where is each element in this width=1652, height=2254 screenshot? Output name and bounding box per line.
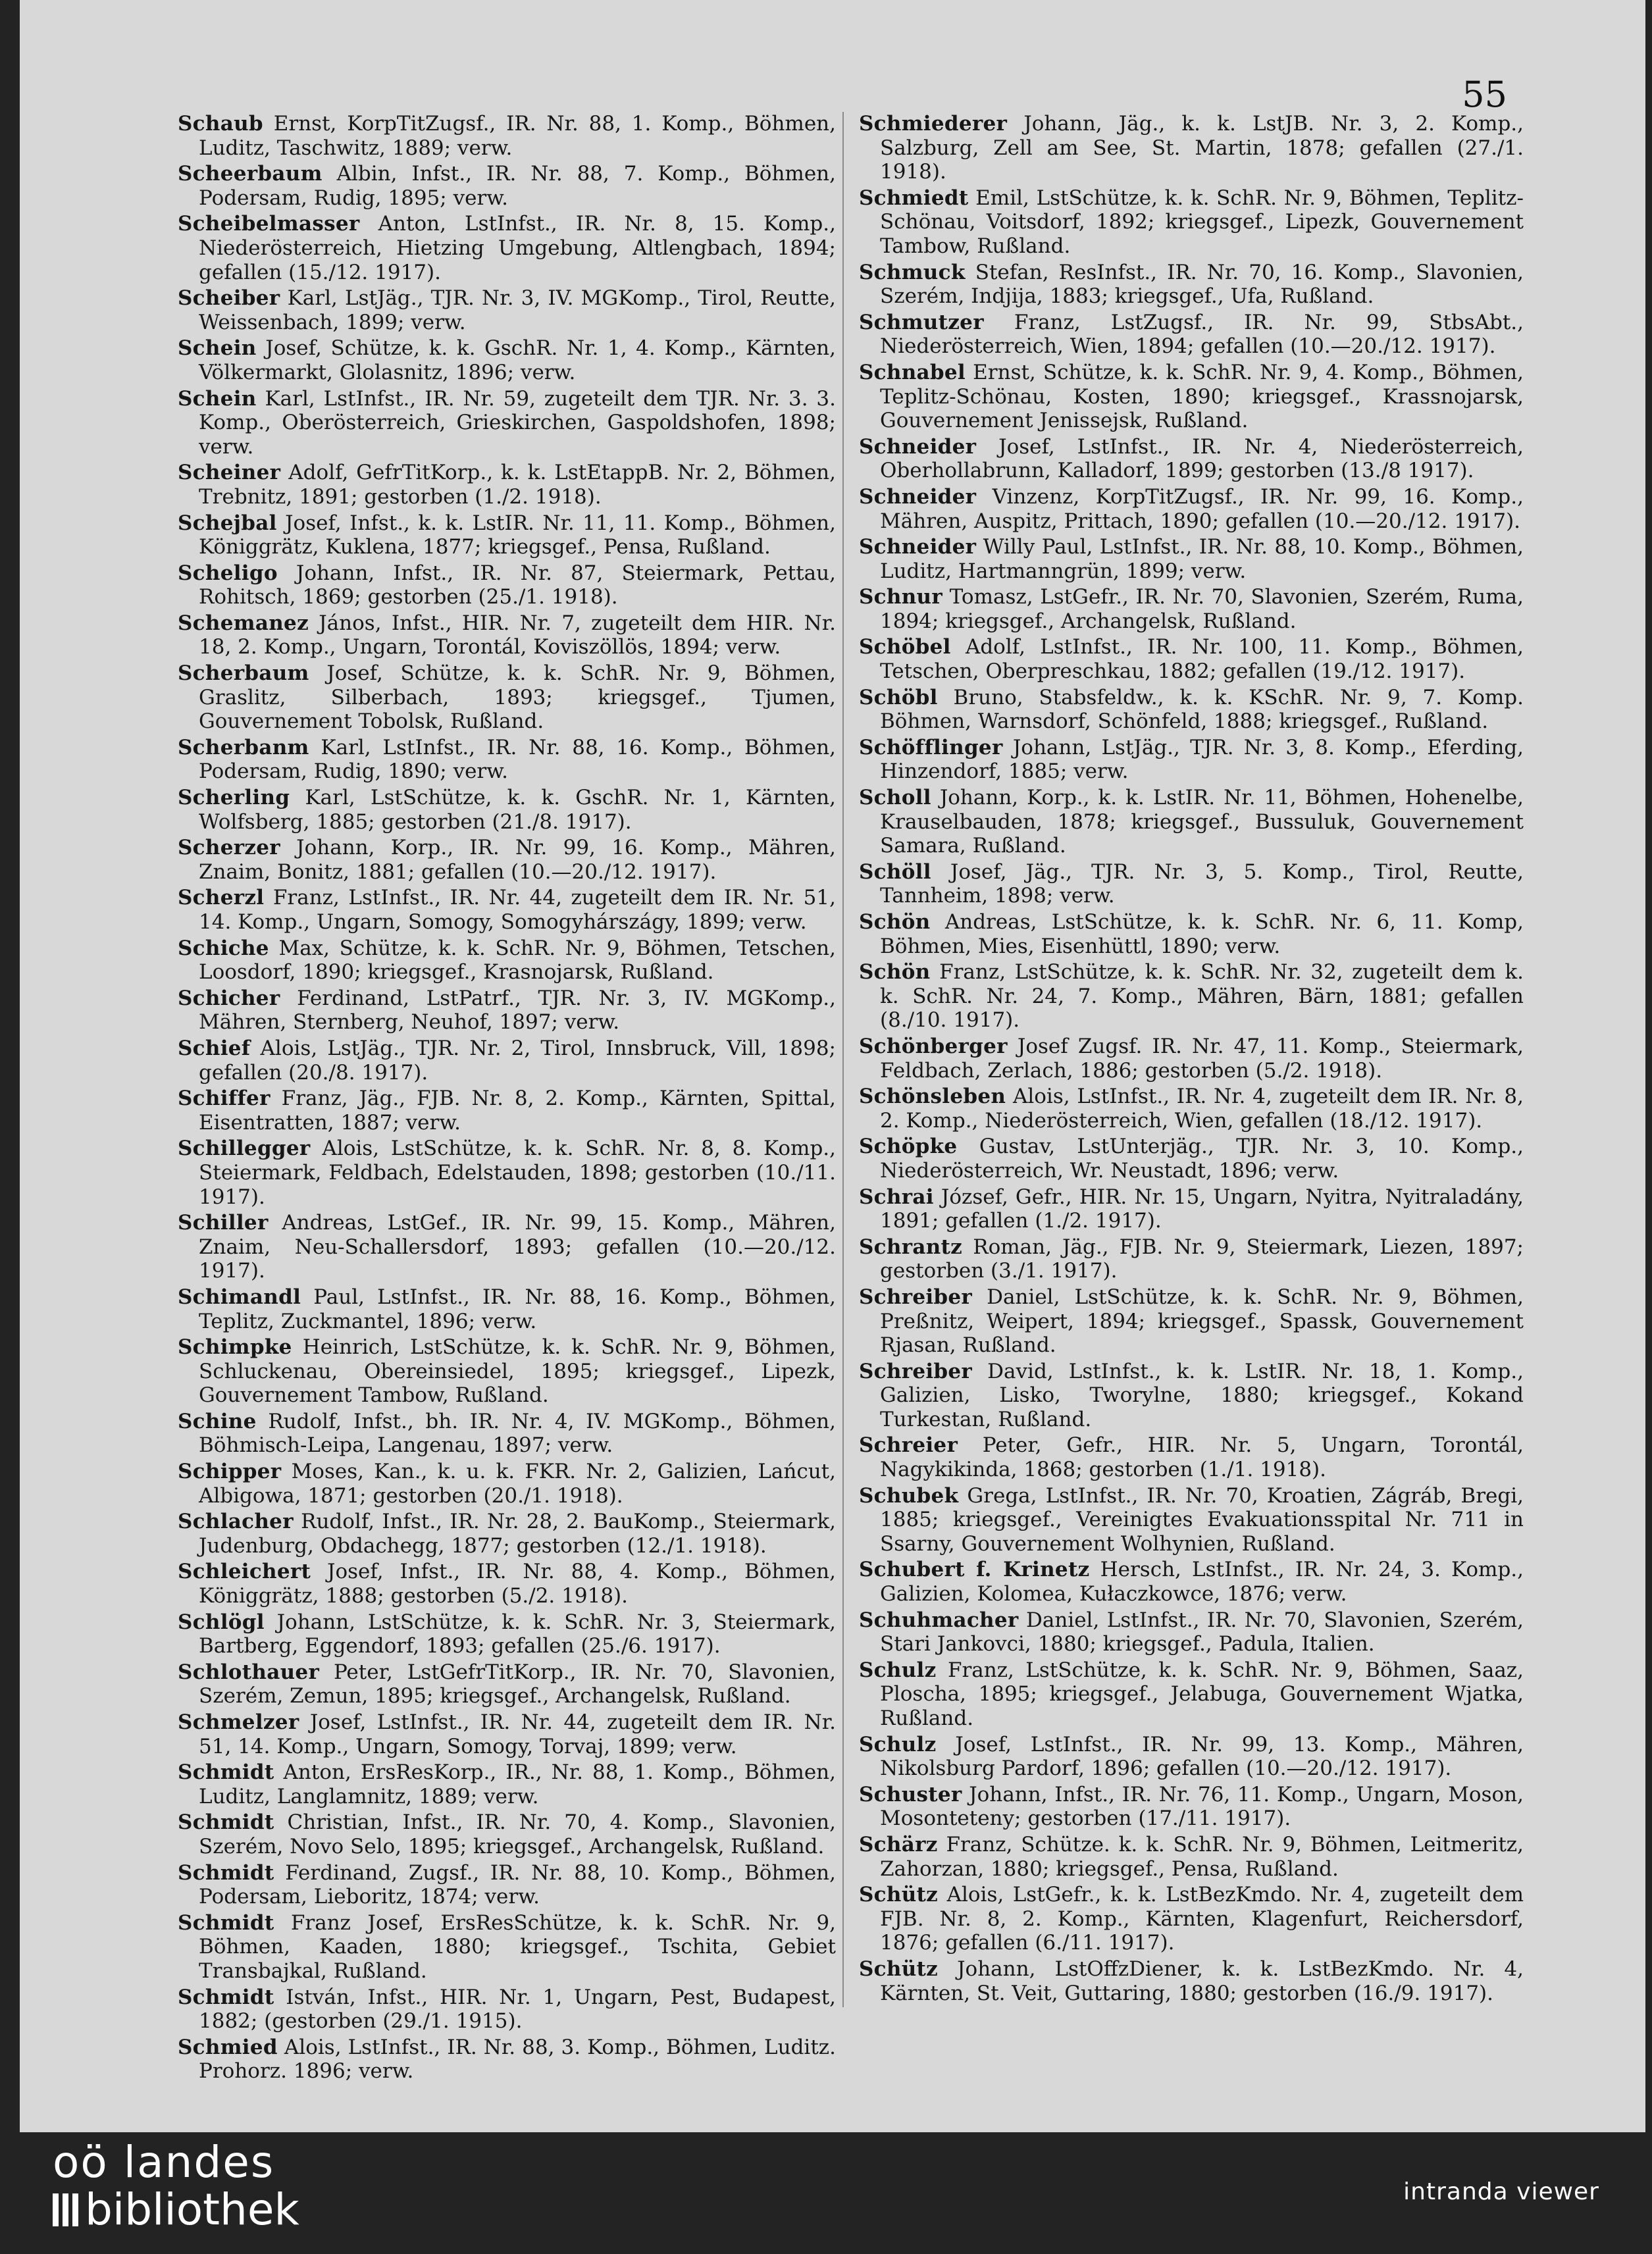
entry-details: Hersch, LstInfst., IR. Nr. 24, 3. Komp., Galizien, Kolomea, Kułaczkowce, 1876; verw.: [880, 1558, 1524, 1606]
entry-surname: Scholl: [859, 786, 931, 810]
entry-details: Adolf, GefrTitKorp., k. k. LstEtappB. Nr. 2, Böhmen, Trebnitz, 1891; gestorben (1./2. 1918).: [199, 461, 836, 509]
entry-details: Alois, LstGefr., k. k. LstBezKmdo. Nr. 4, zugeteilt dem FJB. Nr. 8, 2. Komp., Kärnten, Klagenfurt, Reichersdorf, 1876; gefallen (6./11. 1917).: [880, 1883, 1524, 1955]
register-entry: [859, 186, 1524, 259]
entry-surname: Schöpke: [859, 1135, 958, 1159]
entry-surname: Schütz: [859, 1957, 939, 1981]
entry-details: Bruno, Stabsfeldw., k. k. KSchR. Nr. 9, 7. Komp. Böhmen, Warnsdorf, Schönfeld, 1888; kriegsgef., Rußland.: [880, 685, 1524, 734]
entry-details: Peter, Gefr., HIR. Nr. 5, Ungarn, Torontál, Nagykikinda, 1868; gestorben (1./1. 1918).: [880, 1433, 1524, 1482]
register-entry: [178, 1610, 836, 1658]
register-entry: [178, 1710, 836, 1758]
register-entry: [859, 585, 1524, 633]
entry-details: Josef, Jäg., TJR. Nr. 3, 5. Komp., Tirol, Reutte, Tannheim, 1898; verw.: [880, 859, 1524, 908]
entry-details: József, Gefr., HIR. Nr. 15, Ungarn, Nyitra, Nyitraladány, 1891; gefallen (1./2. 1917).: [880, 1185, 1524, 1233]
register-entry: [178, 1560, 836, 1608]
register-entry: [178, 1137, 836, 1209]
register-entry: [859, 635, 1524, 683]
register-entry: [859, 1360, 1524, 1432]
entry-surname: Schöfflinger: [859, 735, 1003, 759]
entry-details: Josef, LstInfst., IR. Nr. 4, Niederösterreich, Oberhollabrunn, Kalladorf, 1899; gestorben (13./8 1917).: [880, 434, 1524, 483]
entry-surname: Schleichert: [178, 1560, 311, 1584]
entry-details: Gustav, LstUnterjäg., TJR. Nr. 3, 10. Komp., Niederösterreich, Wr. Neustadt, 1896; verw.: [880, 1135, 1524, 1183]
entry-surname: Schönberger: [859, 1034, 1008, 1058]
entry-surname: Schiche: [178, 936, 269, 960]
entry-surname: Schief: [178, 1036, 251, 1060]
register-entry: [859, 1957, 1524, 2005]
entry-surname: Scheibelmasser: [178, 212, 360, 236]
register-entry: [859, 1783, 1524, 1831]
register-entry: [178, 2036, 836, 2084]
entry-surname: Schönsleben: [859, 1085, 1006, 1109]
register-entry: [859, 1484, 1524, 1556]
entry-details: Franz, LstZugsf., IR. Nr. 99, StbsAbt., Niederösterreich, Wien, 1894; gefallen (10.—20./12. 1917).: [880, 310, 1524, 359]
entry-details: Josef, LstInfst., IR. Nr. 99, 13. Komp., Mähren, Nikolsburg Pardorf, 1896; gefallen (10.—20./12. 1917).: [880, 1732, 1524, 1781]
entry-details: Alois, LstInfst., IR. Nr. 4, zugeteilt dem IR. Nr. 8, 2. Komp., Niederösterreich, Wien, gefallen (18./12. 1917).: [880, 1085, 1524, 1133]
register-entry: [859, 1883, 1524, 1955]
entry-details: Ferdinand, LstPatrf., TJR. Nr. 3, IV. MGKomp., Mähren, Sternberg, Neuhof, 1897; verw.: [199, 986, 836, 1035]
entry-details: David, LstInfst., k. k. LstIR. Nr. 18, 1. Komp., Galizien, Lisko, Tworylne, 1880; kriegsgef., Kokand Turkestan, Rußland.: [880, 1359, 1524, 1431]
entry-details: Josef Zugsf. IR. Nr. 47, 11. Komp., Steiermark, Feldbach, Zerlach, 1886; gestorben (5./2. 1918).: [880, 1034, 1524, 1083]
logo-line1: oö landes: [53, 2137, 275, 2188]
entry-details: Andreas, LstSchütze, k. k. SchR. Nr. 6, 11. Komp, Böhmen, Mies, Eisenhüttl, 1890; verw.: [880, 910, 1524, 958]
entry-details: Josef, Infst., IR. Nr. 88, 4. Komp., Böhmen, Königgrätz, 1888; gestorben (5./2. 1918).: [199, 1560, 836, 1608]
register-entry: [859, 1833, 1524, 1881]
entry-surname: Schillegger: [178, 1137, 311, 1161]
entry-details: Alois, LstJäg., TJR. Nr. 2, Tirol, Innsbruck, Vill, 1898; gefallen (20./8. 1917).: [199, 1036, 836, 1085]
entry-details: Franz, Jäg., FJB. Nr. 8, 2. Komp., Kärnten, Spittal, Eisentratten, 1887; verw.: [199, 1087, 836, 1135]
entry-surname: Schuster: [859, 1782, 962, 1806]
entry-surname: Schöll: [859, 859, 931, 884]
entry-surname: Schmelzer: [178, 1710, 299, 1734]
entry-surname: Schmidt: [178, 1910, 274, 1935]
entry-surname: Schärz: [859, 1832, 938, 1857]
entry-details: Johann, Korp., k. k. LstIR. Nr. 11, Böhmen, Hohenelbe, Krauselbauden, 1878; kriegsgef., Bussuluk, Gouvernement Samara, Rußland.: [880, 786, 1524, 858]
register-entry: [859, 686, 1524, 734]
entry-surname: Scherzer: [178, 836, 280, 860]
entry-details: Willy Paul, LstInfst., IR. Nr. 88, 10. Komp., Böhmen, Luditz, Hartmanngrün, 1899; verw.: [880, 535, 1524, 583]
register-entry: [859, 736, 1524, 784]
register-entry: [178, 1410, 836, 1458]
viewer-label: intranda viewer: [1403, 2178, 1599, 2205]
entry-surname: Scherling: [178, 786, 290, 810]
entry-surname: Schmidt: [178, 1860, 274, 1885]
entry-surname: Scheerbaum: [178, 162, 323, 186]
entry-surname: Schmidt: [178, 1810, 274, 1835]
entry-surname: Schrai: [859, 1185, 934, 1209]
entry-surname: Schütz: [859, 1883, 939, 1907]
entry-surname: Schiller: [178, 1211, 269, 1235]
register-entry: [859, 1433, 1524, 1481]
register-entry: [859, 960, 1524, 1033]
register-entry: [859, 860, 1524, 908]
register-entry: [178, 1985, 836, 2034]
register-entry: [178, 561, 836, 609]
entry-details: Vinzenz, KorpTitZugsf., IR. Nr. 99, 16. Komp., Mähren, Auspitz, Prittach, 1890; gefallen (10.—20./12. 1917).: [880, 484, 1524, 533]
entry-surname: Schlacher: [178, 1510, 294, 1534]
register-entry: [178, 786, 836, 834]
register-entry: [178, 212, 836, 284]
entry-details: Johann, Jäg., k. k. LstJB. Nr. 3, 2. Komp., Salzburg, Zell am See, St. Martin, 1878; gefallen (27./1. 1918).: [880, 112, 1524, 184]
entry-details: Heinrich, LstSchütze, k. k. SchR. Nr. 9, Böhmen, Schluckenau, Obereinsiedel, 1895; kriegsgef., Lipezk, Gouvernement Tambow, Rußland.: [199, 1335, 836, 1408]
register-entry: [859, 1085, 1524, 1133]
entry-details: Daniel, LstSchütze, k. k. SchR. Nr. 9, Böhmen, Preßnitz, Weipert, 1894; kriegsgef., Spassk, Gouvernement Rjasan, Rußland.: [880, 1285, 1524, 1358]
document-page: [20, 0, 1645, 2132]
entry-details: Alois, LstInfst., IR. Nr. 88, 3. Komp., Böhmen, Luditz. Prohorz. 1896; verw.: [199, 2035, 836, 2084]
entry-surname: Scherbanm: [178, 735, 309, 759]
entry-surname: Schmidt: [178, 1985, 274, 2009]
register-entry: [178, 336, 836, 384]
entry-details: Emil, LstSchütze, k. k. SchR. Nr. 9, Böhmen, Teplitz-Schönau, Voitsdorf, 1892; kriegsgef., Lipezk, Gouvernement Tambow, Rußland.: [880, 186, 1524, 258]
entry-details: Franz, LstSchütze, k. k. SchR. Nr. 32, zugeteilt dem k. k. SchR. Nr. 24, 7. Komp., Mähren, Bärn, 1881; gefallen (8./10. 1917).: [880, 960, 1524, 1033]
register-entry: [178, 836, 836, 884]
register-entry: [178, 986, 836, 1035]
entry-surname: Schneider: [859, 535, 977, 559]
entry-surname: Schemanez: [178, 611, 309, 635]
entry-details: Alois, LstSchütze, k. k. SchR. Nr. 8, 8. Komp., Steiermark, Feldbach, Edelstauden, 1898; gestorben (10./11. 1917).: [199, 1137, 836, 1209]
register-entry: [178, 611, 836, 659]
register-entry: [178, 1911, 836, 1984]
register-entry: [178, 886, 836, 934]
entry-details: Karl, LstSchütze, k. k. GschR. Nr. 1, Kärnten, Wolfsberg, 1885; gestorben (21./8. 1917).: [199, 786, 836, 834]
page-number: 55: [1462, 74, 1507, 115]
entry-details: Karl, LstInfst., IR. Nr. 59, zugeteilt dem TJR. Nr. 3. 3. Komp., Oberösterreich, Grieskirchen, Gaspoldshofen, 1898; verw.: [199, 386, 836, 459]
entry-surname: Schön: [859, 910, 931, 934]
entry-details: Johann, LstSchütze, k. k. SchR. Nr. 3, Steiermark, Bartberg, Eggendorf, 1893; gefallen (25./6. 1917).: [199, 1610, 836, 1658]
entry-details: Stefan, ResInfst., IR. Nr. 70, 16. Komp., Slavonien, Szerém, Indjija, 1883; kriegsgef., Ufa, Rußland.: [880, 260, 1524, 309]
entry-surname: Schreier: [859, 1433, 958, 1458]
entry-details: Franz, LstSchütze, k. k. SchR. Nr. 9, Böhmen, Saaz, Ploscha, 1895; kriegsgef., Jelabuga, Gouvernement Wjatka, Rußland.: [880, 1658, 1524, 1730]
entry-details: Grega, LstInfst., IR. Nr. 70, Kroatien, Zágráb, Bregi, 1885; kriegsgef., Vereinigtes Evakuationsspital Nr. 711 in Ssarny, Gouvernement Wolhynien, Rußland.: [880, 1483, 1524, 1556]
entry-details: Andreas, LstGef., IR. Nr. 99, 15. Komp., Mähren, Znaim, Neu-Schallersdorf, 1893; gefallen (10.—20./12. 1917).: [199, 1211, 836, 1283]
right-column: [859, 112, 1524, 2007]
entry-surname: Schlögl: [178, 1610, 265, 1634]
entry-details: Josef, Schütze, k. k. GschR. Nr. 1, 4. Komp., Kärnten, Völkermarkt, Glolasnitz, 1896; verw.: [199, 336, 836, 384]
register-entry: [859, 1733, 1524, 1781]
entry-surname: Schmied: [178, 2035, 278, 2059]
entry-details: Anton, LstInfst., IR. Nr. 8, 15. Komp., Niederösterreich, Hietzing Umgebung, Altlengbach, 1894; gefallen (15./12. 1917).: [199, 212, 836, 284]
entry-surname: Schulz: [859, 1732, 937, 1756]
entry-surname: Schmiedt: [859, 186, 969, 210]
entry-details: István, Infst., HIR. Nr. 1, Ungarn, Pest, Budapest, 1882; (gestorben (29./1. 1915).: [199, 1985, 836, 2034]
register-entry: [859, 910, 1524, 958]
entry-surname: Scheiner: [178, 461, 281, 485]
entry-surname: Schlothauer: [178, 1660, 320, 1684]
register-entry: [178, 1861, 836, 1909]
entry-surname: Schipper: [178, 1460, 282, 1484]
entry-surname: Schöbel: [859, 635, 951, 659]
entry-details: Josef, Infst., k. k. LstIR. Nr. 11, 11. Komp., Böhmen, Königgrätz, Kuklena, 1877; kriegsgef., Pensa, Rußland.: [199, 511, 836, 559]
logo-line2-row: [53, 2186, 299, 2234]
library-logo[interactable]: [53, 2139, 299, 2234]
entry-surname: Schimpke: [178, 1335, 292, 1360]
register-entry: [178, 162, 836, 210]
register-entry: [859, 535, 1524, 583]
register-entry: [859, 1608, 1524, 1656]
register-entry: [859, 1558, 1524, 1606]
left-column: [178, 112, 836, 2086]
entry-details: Peter, LstGefrTitKorp., IR. Nr. 70, Slavonien, Szerém, Zemun, 1895; kriegsgef., Archangelsk, Rußland.: [199, 1660, 836, 1708]
register-entry: [178, 1760, 836, 1808]
entry-surname: Schön: [859, 960, 931, 985]
register-entry: [178, 1510, 836, 1558]
register-entry: [859, 485, 1524, 533]
entry-surname: Schimandl: [178, 1285, 301, 1309]
entry-details: Paul, LstInfst., IR. Nr. 88, 16. Komp., Böhmen, Teplitz, Zuckmantel, 1896; verw.: [199, 1285, 836, 1333]
entry-details: Johann, Infst., IR. Nr. 76, 11. Komp., Ungarn, Moson, Mosonteteny; gestorben (17./11. 1917).: [880, 1782, 1524, 1831]
entry-surname: Scherzl: [178, 886, 265, 910]
entry-surname: Schnur: [859, 585, 943, 609]
entry-details: Franz Josef, ErsResSchütze, k. k. SchR. Nr. 9, Böhmen, Kaaden, 1880; kriegsgef., Tschita, Gebiet Transbajkal, Rußland.: [199, 1910, 836, 1983]
entry-details: Adolf, LstInfst., IR. Nr. 100, 11. Komp., Böhmen, Tetschen, Oberpreschkau, 1882; gefallen (19./12. 1917).: [880, 635, 1524, 684]
entry-surname: Schein: [178, 336, 257, 361]
entry-surname: Schnabel: [859, 360, 966, 384]
entry-details: Karl, LstInfst., IR. Nr. 88, 16. Komp., Böhmen, Podersam, Rudig, 1890; verw.: [199, 735, 836, 784]
entry-surname: Schaub: [178, 112, 263, 136]
register-entry: [178, 511, 836, 559]
entry-surname: Schöbl: [859, 685, 938, 709]
register-entry: [178, 387, 836, 459]
register-entry: [859, 361, 1524, 433]
register-entry: [859, 1285, 1524, 1358]
entry-details: Anton, ErsResKorp., IR., Nr. 88, 1. Komp., Böhmen, Luditz, Langlamnitz, 1889; verw.: [199, 1760, 836, 1808]
register-entry: [178, 1460, 836, 1508]
entry-details: Ernst, Schütze, k. k. SchR. Nr. 9, 4. Komp., Böhmen, Teplitz-Schönau, Kosten, 1890; kriegsgef., Krassnojarsk, Gouvernement Jenissejsk, Rußland.: [880, 360, 1524, 433]
register-entry: [178, 1335, 836, 1408]
entry-details: Christian, Infst., IR. Nr. 70, 4. Komp., Slavonien, Szerém, Novo Selo, 1895; kriegsgef., Archangelsk, Rußland.: [199, 1810, 836, 1858]
entry-surname: Scheligo: [178, 561, 278, 585]
entry-details: Max, Schütze, k. k. SchR. Nr. 9, Böhmen, Tetschen, Loosdorf, 1890; kriegsgef., Krasnojarsk, Rußland.: [199, 936, 836, 985]
entry-details: Daniel, LstInfst., IR. Nr. 70, Slavonien, Szerém, Stari Jankovci, 1880; kriegsgef., Padula, Italien.: [880, 1608, 1524, 1656]
register-entry: [859, 261, 1524, 309]
register-entry: [859, 112, 1524, 184]
entry-details: János, Infst., HIR. Nr. 7, zugeteilt dem HIR. Nr. 18, 2. Komp., Ungarn, Torontál, Koviszöllös, 1894; verw.: [199, 611, 836, 659]
entry-surname: Schiffer: [178, 1087, 271, 1111]
entry-details: Rudolf, Infst., bh. IR. Nr. 4, IV. MGKomp., Böhmen, Böhmisch-Leipa, Langenau, 1897; verw.: [199, 1409, 836, 1458]
entry-surname: Schreiber: [859, 1285, 973, 1309]
register-entry: [859, 435, 1524, 483]
entry-details: Franz, LstInfst., IR. Nr. 44, zugeteilt dem IR. Nr. 51, 14. Komp., Ungarn, Somogy, Somogyhárszágy, 1899; verw.: [199, 886, 836, 934]
entry-surname: Schreiber: [859, 1359, 973, 1383]
entry-details: Franz, Schütze. k. k. SchR. Nr. 9, Böhmen, Leitmeritz, Zahorzan, 1880; kriegsgef., Pensa, Rußland.: [880, 1832, 1524, 1881]
entry-details: Johann, Korp., IR. Nr. 99, 16. Komp., Mähren, Znaim, Bonitz, 1881; gefallen (10.—20./12. 1917).: [199, 836, 836, 884]
entry-details: Rudolf, Infst., IR. Nr. 28, 2. BauKomp., Steiermark, Judenburg, Obdachegg, 1877; gestorben (12./1. 1918).: [199, 1510, 836, 1558]
entry-details: Josef, LstInfst., IR. Nr. 44, zugeteilt dem IR. Nr. 51, 14. Komp., Ungarn, Somogy, Torvaj, 1899; verw.: [199, 1710, 836, 1758]
entry-surname: Schulz: [859, 1658, 937, 1682]
register-entry: [178, 461, 836, 509]
entry-details: Ernst, KorpTitZugsf., IR. Nr. 88, 1. Komp., Böhmen, Luditz, Taschwitz, 1889; verw.: [199, 112, 836, 160]
entry-surname: Schuhmacher: [859, 1608, 1019, 1632]
entry-details: Moses, Kan., k. u. k. FKR. Nr. 2, Galizien, Lańcut, Albigowa, 1871; gestorben (20./1. 1918).: [199, 1460, 836, 1508]
register-entry: [178, 1211, 836, 1283]
entry-surname: Schicher: [178, 986, 280, 1010]
entry-surname: Schubert f. Krinetz: [859, 1558, 1090, 1582]
register-entry: [859, 1135, 1524, 1183]
entry-details: Albin, Infst., IR. Nr. 88, 7. Komp., Böhmen, Podersam, Rudig, 1895; verw.: [199, 162, 836, 210]
entry-details: Johann, LstOffzDiener, k. k. LstBezKmdo. Nr. 4, Kärnten, St. Veit, Guttaring, 1880; gestorben (16./9. 1917).: [880, 1957, 1524, 2005]
entry-surname: Scherbaum: [178, 661, 309, 686]
entry-surname: Schmiederer: [859, 112, 1008, 136]
logo-line2: bibliothek: [85, 2184, 299, 2235]
register-entry: [178, 1660, 836, 1708]
entry-surname: Schneider: [859, 484, 977, 509]
column-divider: [842, 112, 844, 2007]
register-entry: [859, 786, 1524, 858]
register-entry: [178, 1037, 836, 1085]
entry-surname: Schein: [178, 386, 257, 411]
register-entry: [859, 1185, 1524, 1233]
entry-details: Johann, Infst., IR. Nr. 87, Steiermark, Pettau, Rohitsch, 1869; gestorben (25./1. 1918).: [199, 561, 836, 609]
entry-details: Josef, Schütze, k. k. SchR. Nr. 9, Böhmen, Graslitz, Silberbach, 1893; kriegsgef., Tjumen, Gouvernement Tobolsk, Rußland.: [199, 661, 836, 734]
register-entry: [178, 286, 836, 334]
entry-surname: Schine: [178, 1409, 257, 1433]
register-entry: [859, 311, 1524, 359]
register-entry: [178, 112, 836, 160]
entry-surname: Scheiber: [178, 286, 280, 311]
entry-surname: Schubek: [859, 1483, 959, 1508]
register-entry: [178, 736, 836, 784]
register-entry: [178, 1810, 836, 1858]
register-entry: [178, 936, 836, 985]
entry-surname: Schrantz: [859, 1235, 963, 1259]
register-entry: [178, 1087, 836, 1135]
entry-surname: Schmuck: [859, 260, 966, 284]
entry-details: Roman, Jäg., FJB. Nr. 9, Steiermark, Liezen, 1897; gestorben (3./1. 1917).: [880, 1235, 1524, 1283]
entry-details: Johann, LstJäg., TJR. Nr. 3, 8. Komp., Eferding, Hinzendorf, 1885; verw.: [880, 735, 1524, 784]
entry-surname: Schmidt: [178, 1760, 274, 1785]
logo-bars-icon: [53, 2193, 78, 2226]
register-entry: [859, 1235, 1524, 1283]
entry-surname: Schmutzer: [859, 310, 984, 334]
register-entry: [859, 1035, 1524, 1083]
entry-surname: Schneider: [859, 434, 977, 459]
entry-details: Tomasz, LstGefr., IR. Nr. 70, Slavonien, Szerém, Ruma, 1894; kriegsgef., Archangelsk, Rußland.: [880, 585, 1524, 633]
register-entry: [859, 1658, 1524, 1731]
register-entry: [178, 1285, 836, 1333]
register-entry: [178, 661, 836, 734]
entry-details: Karl, LstJäg., TJR. Nr. 3, IV. MGKomp., Tirol, Reutte, Weissenbach, 1899; verw.: [199, 286, 836, 334]
entry-details: Ferdinand, Zugsf., IR. Nr. 88, 10. Komp., Böhmen, Podersam, Lieboritz, 1874; verw.: [199, 1860, 836, 1909]
entry-surname: Schejbal: [178, 511, 277, 535]
